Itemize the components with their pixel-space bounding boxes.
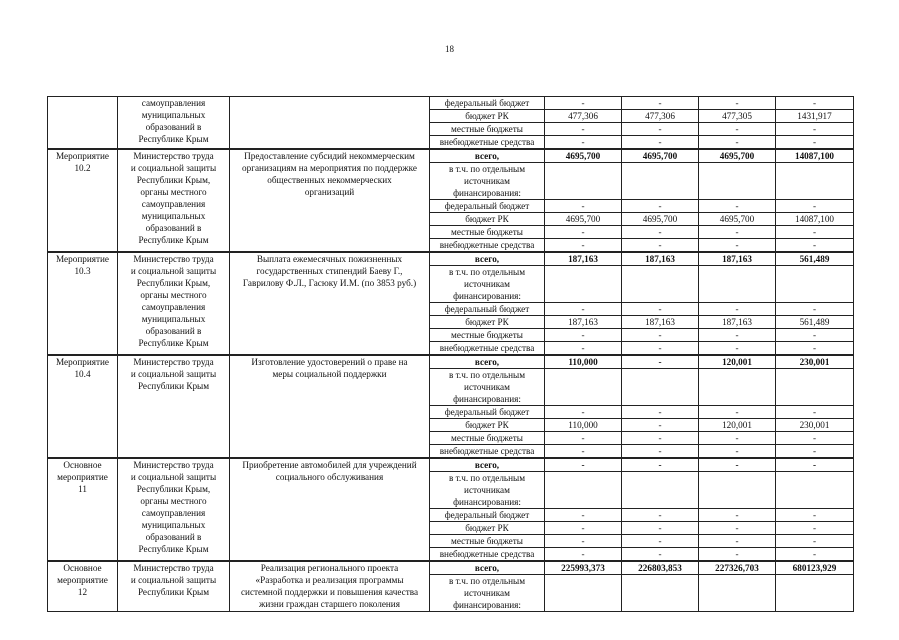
amount-cell: 110,000 <box>545 419 622 432</box>
amount-cell: - <box>622 226 699 239</box>
amount-cell: - <box>545 239 622 253</box>
amount-cell: - <box>622 200 699 213</box>
event-cell <box>48 97 118 150</box>
amount-cell: 110,000 <box>545 355 622 369</box>
event-cell: Основное мероприятие 12 <box>48 561 118 612</box>
amount-cell: - <box>699 432 776 445</box>
amount-cell <box>545 163 622 200</box>
amount-cell: - <box>545 136 622 150</box>
amount-cell: 4695,700 <box>545 213 622 226</box>
amount-cell: 14087,100 <box>776 149 854 163</box>
amount-cell: - <box>699 445 776 459</box>
source-row <box>48 97 854 110</box>
source-label: внебюджетные средства <box>430 445 545 459</box>
amount-cell: - <box>776 432 854 445</box>
amount-cell: - <box>776 303 854 316</box>
amount-cell: - <box>622 123 699 136</box>
amount-cell <box>776 369 854 406</box>
description-cell: Изготовление удостоверений о праве на меры социальной поддержки <box>230 355 430 458</box>
description-cell: Реализация регионального проекта «Разработка и реализация программы системной поддержки и повышения качества жизни граждан старшего поколения <box>230 561 430 612</box>
amount-cell: - <box>776 123 854 136</box>
amount-cell: - <box>622 406 699 419</box>
amount-cell: - <box>699 303 776 316</box>
page-number: 18 <box>445 44 454 54</box>
source-label: федеральный бюджет <box>430 303 545 316</box>
amount-cell: - <box>776 342 854 356</box>
amount-cell: - <box>622 303 699 316</box>
amount-cell: - <box>699 329 776 342</box>
amount-cell: - <box>545 522 622 535</box>
org-cell: Министерство труда и социальной защиты Республики Крым, органы местного самоуправления муниципальных образований в Республике Крым <box>118 458 230 561</box>
amount-cell: - <box>776 406 854 419</box>
org-cell: Министерство труда и социальной защиты Республики Крым, органы местного самоуправления муниципальных образований в Республике Крым <box>118 149 230 252</box>
amount-cell: - <box>622 136 699 150</box>
amount-cell <box>622 369 699 406</box>
amount-cell: - <box>622 458 699 472</box>
amount-cell: - <box>776 535 854 548</box>
org-cell: самоуправления муниципальных образований в Республике Крым <box>118 97 230 150</box>
amount-cell <box>545 472 622 509</box>
amount-cell: - <box>622 419 699 432</box>
amount-cell: - <box>545 329 622 342</box>
source-label: всего, <box>430 561 545 575</box>
amount-cell: - <box>545 432 622 445</box>
amount-cell <box>545 266 622 303</box>
amount-cell: - <box>699 123 776 136</box>
description-cell: Выплата ежемесячных пожизненных государственных стипендий Баеву Г., Гаврилову Ф.Л., Гасюку И.М. (по 3853 руб.) <box>230 252 430 355</box>
source-label: федеральный бюджет <box>430 200 545 213</box>
amount-cell <box>776 575 854 612</box>
amount-cell <box>622 575 699 612</box>
amount-cell: - <box>545 509 622 522</box>
amount-cell: - <box>545 535 622 548</box>
event-cell: Мероприятие 10.2 <box>48 149 118 252</box>
source-label: внебюджетные средства <box>430 548 545 562</box>
amount-cell: - <box>699 458 776 472</box>
split-label: в т.ч. по отдельным источникам финансирования: <box>430 266 545 303</box>
source-label: федеральный бюджет <box>430 509 545 522</box>
amount-cell: - <box>699 226 776 239</box>
amount-cell: - <box>545 123 622 136</box>
amount-cell: - <box>545 548 622 562</box>
source-label: бюджет РК <box>430 213 545 226</box>
amount-cell: - <box>776 200 854 213</box>
amount-cell <box>776 163 854 200</box>
amount-cell: 120,001 <box>699 355 776 369</box>
amount-cell: - <box>545 303 622 316</box>
source-label: бюджет РК <box>430 110 545 123</box>
amount-cell: - <box>622 509 699 522</box>
amount-cell: - <box>622 548 699 562</box>
source-label: всего, <box>430 252 545 266</box>
amount-cell: 477,306 <box>545 110 622 123</box>
amount-cell: 120,001 <box>699 419 776 432</box>
org-cell: Министерство труда и социальной защиты Республики Крым <box>118 561 230 612</box>
description-cell <box>230 97 430 150</box>
amount-cell: - <box>699 200 776 213</box>
description-cell: Приобретение автомобилей для учреждений социального обслуживания <box>230 458 430 561</box>
amount-cell: - <box>622 329 699 342</box>
amount-cell: - <box>776 226 854 239</box>
amount-cell: 227326,703 <box>699 561 776 575</box>
amount-cell: - <box>699 342 776 356</box>
amount-cell: - <box>622 432 699 445</box>
amount-cell: - <box>699 509 776 522</box>
amount-cell: - <box>622 97 699 110</box>
amount-cell: 187,163 <box>622 316 699 329</box>
amount-cell: - <box>545 445 622 459</box>
amount-cell: 230,001 <box>776 355 854 369</box>
amount-cell: 477,306 <box>622 110 699 123</box>
source-label: всего, <box>430 355 545 369</box>
amount-cell <box>545 575 622 612</box>
total-row <box>48 149 854 163</box>
amount-cell: - <box>776 136 854 150</box>
amount-cell: - <box>699 548 776 562</box>
split-label: в т.ч. по отдельным источникам финансирования: <box>430 369 545 406</box>
org-cell: Министерство труда и социальной защиты Республики Крым, органы местного самоуправления муниципальных образований в Республике Крым <box>118 252 230 355</box>
amount-cell: - <box>622 239 699 253</box>
amount-cell: - <box>699 97 776 110</box>
amount-cell: 225993,373 <box>545 561 622 575</box>
amount-cell: 477,305 <box>699 110 776 123</box>
event-cell: Мероприятие 10.3 <box>48 252 118 355</box>
event-cell: Основное мероприятие 11 <box>48 458 118 561</box>
amount-cell: 230,001 <box>776 419 854 432</box>
amount-cell: - <box>545 458 622 472</box>
event-cell: Мероприятие 10.4 <box>48 355 118 458</box>
amount-cell: 187,163 <box>545 252 622 266</box>
amount-cell: 680123,929 <box>776 561 854 575</box>
amount-cell: - <box>699 535 776 548</box>
source-label: бюджет РК <box>430 316 545 329</box>
amount-cell: - <box>776 445 854 459</box>
source-label: местные бюджеты <box>430 123 545 136</box>
amount-cell: - <box>776 458 854 472</box>
source-label: местные бюджеты <box>430 535 545 548</box>
amount-cell: 4695,700 <box>699 213 776 226</box>
amount-cell: - <box>545 200 622 213</box>
amount-cell: - <box>622 355 699 369</box>
funding-table <box>47 96 854 612</box>
amount-cell: - <box>699 239 776 253</box>
source-label: местные бюджеты <box>430 432 545 445</box>
amount-cell <box>776 472 854 509</box>
total-row <box>48 458 854 472</box>
amount-cell <box>699 575 776 612</box>
amount-cell: 561,489 <box>776 252 854 266</box>
source-label: внебюджетные средства <box>430 239 545 253</box>
amount-cell: 187,163 <box>622 252 699 266</box>
amount-cell <box>545 369 622 406</box>
amount-cell: 226803,853 <box>622 561 699 575</box>
source-label: бюджет РК <box>430 522 545 535</box>
amount-cell: - <box>699 522 776 535</box>
amount-cell <box>699 266 776 303</box>
amount-cell: - <box>545 406 622 419</box>
amount-cell: 187,163 <box>699 316 776 329</box>
source-label: местные бюджеты <box>430 226 545 239</box>
total-row <box>48 355 854 369</box>
amount-cell: - <box>622 342 699 356</box>
source-label: бюджет РК <box>430 419 545 432</box>
source-label: всего, <box>430 149 545 163</box>
amount-cell: 4695,700 <box>622 213 699 226</box>
source-label: федеральный бюджет <box>430 406 545 419</box>
amount-cell: - <box>622 522 699 535</box>
source-label: всего, <box>430 458 545 472</box>
amount-cell: 4695,700 <box>622 149 699 163</box>
source-label: внебюджетные средства <box>430 342 545 356</box>
amount-cell: - <box>622 535 699 548</box>
amount-cell: - <box>699 406 776 419</box>
amount-cell: - <box>776 522 854 535</box>
amount-cell: 1431,917 <box>776 110 854 123</box>
amount-cell: - <box>699 136 776 150</box>
total-row <box>48 561 854 575</box>
source-label: местные бюджеты <box>430 329 545 342</box>
org-cell: Министерство труда и социальной защиты Республики Крым <box>118 355 230 458</box>
amount-cell: - <box>776 329 854 342</box>
amount-cell: 4695,700 <box>699 149 776 163</box>
amount-cell <box>622 266 699 303</box>
amount-cell <box>776 266 854 303</box>
split-label: в т.ч. по отдельным источникам финансирования: <box>430 163 545 200</box>
amount-cell: - <box>622 445 699 459</box>
amount-cell <box>699 163 776 200</box>
amount-cell: - <box>776 509 854 522</box>
amount-cell: 187,163 <box>545 316 622 329</box>
amount-cell: 187,163 <box>699 252 776 266</box>
amount-cell: - <box>776 239 854 253</box>
source-label: внебюджетные средства <box>430 136 545 150</box>
amount-cell: 14087,100 <box>776 213 854 226</box>
total-row <box>48 252 854 266</box>
amount-cell <box>622 472 699 509</box>
amount-cell <box>622 163 699 200</box>
amount-cell <box>699 472 776 509</box>
amount-cell <box>699 369 776 406</box>
amount-cell: - <box>776 548 854 562</box>
amount-cell: - <box>545 97 622 110</box>
amount-cell: 4695,700 <box>545 149 622 163</box>
split-label: в т.ч. по отдельным источникам финансирования: <box>430 472 545 509</box>
description-cell: Предоставление субсидий некоммерческим организациям на мероприятия по поддержке общественных некоммерческих организаций <box>230 149 430 252</box>
amount-cell: - <box>545 342 622 356</box>
amount-cell: - <box>545 226 622 239</box>
split-label: в т.ч. по отдельным источникам финансирования: <box>430 575 545 612</box>
amount-cell: 561,489 <box>776 316 854 329</box>
source-label: федеральный бюджет <box>430 97 545 110</box>
amount-cell: - <box>776 97 854 110</box>
